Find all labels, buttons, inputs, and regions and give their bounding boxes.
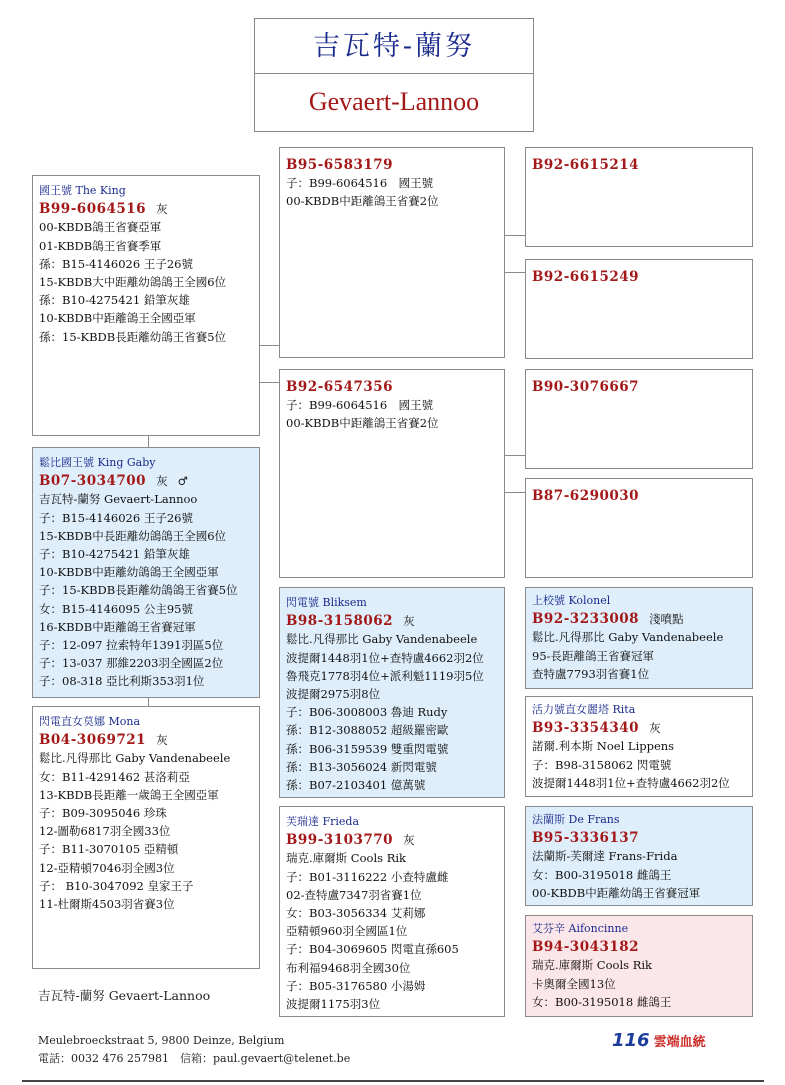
pigeon-name: 活力號直女麗塔 Rita bbox=[532, 703, 636, 716]
info-line: 波提爾1448羽1位+查特盧4662羽2位 bbox=[286, 650, 484, 665]
ring-number: B95-3336137 bbox=[532, 830, 640, 847]
connector-line bbox=[148, 435, 149, 447]
pigeon-name: 國王號 The King bbox=[39, 184, 126, 197]
info-line: 子：B04-3069605 閃電直孫605 bbox=[286, 942, 459, 957]
info-line: 子：15-KBDB長距離幼鴿鴿王省賽5位 bbox=[39, 583, 238, 598]
pigeon-name: 艾芬辛 Aifoncinne bbox=[532, 922, 629, 935]
info-line: 子：B99-6064516 國王號 bbox=[286, 176, 434, 191]
info-line: 12-亞精頓7046羽全國3位 bbox=[39, 860, 175, 875]
info-line: 子：B11-3070105 亞精頓 bbox=[39, 842, 179, 857]
info-line: 00-KBDB中距離幼鴿王省賽冠軍 bbox=[532, 885, 701, 900]
ring-number: B95-6583179 bbox=[286, 157, 394, 173]
info-line: 子：B98-3158062 閃電號 bbox=[532, 757, 672, 772]
dam-sire-card bbox=[279, 587, 505, 798]
info-line: 12-圖勒6817羽全國33位 bbox=[39, 824, 171, 839]
info-line: 布利福9468羽全國30位 bbox=[286, 960, 411, 975]
pigeon-color: 灰 bbox=[403, 614, 415, 629]
ancestor-card bbox=[525, 259, 753, 359]
ring-number: B99-3103770 灰 bbox=[286, 832, 415, 849]
ring-number: B87-6290030 bbox=[532, 488, 640, 504]
info-line: 卡奧爾全國13位 bbox=[532, 976, 616, 991]
ring-number: B92-6615249 bbox=[532, 269, 640, 285]
info-line: 95-長距離鴿王省賽冠軍 bbox=[532, 648, 655, 663]
info-line: 10-KBDB中距離幼鴿鴿王全國亞軍 bbox=[39, 565, 219, 580]
ring-number: B92-3233008 淺噴點 bbox=[532, 611, 684, 628]
connector-line bbox=[504, 272, 525, 273]
pigeon-color: 灰 bbox=[156, 733, 168, 748]
ring-number: B98-3158062 灰 bbox=[286, 613, 415, 630]
info-line: 子：12-097 拉索特年1391羽區5位 bbox=[39, 638, 224, 653]
ancestor-card bbox=[525, 587, 753, 689]
info-line: 女：B00-3195018 雌鴿王 bbox=[532, 994, 672, 1009]
logo-text: 雲端血統 bbox=[653, 1035, 706, 1050]
info-line: 15-KBDB中長距離幼鴿鴿王全國6位 bbox=[39, 528, 227, 543]
sire-dam-card bbox=[279, 369, 505, 578]
info-line: 孫：B10-4275421 鉛筆灰雄 bbox=[39, 293, 190, 308]
pigeon-color: 灰 bbox=[156, 202, 168, 217]
sire-sire-card bbox=[279, 147, 505, 358]
info-line: 孫：15-KBDB長距離幼鴿王省賽5位 bbox=[39, 329, 227, 344]
connector-line bbox=[504, 455, 525, 456]
info-line: 鬆比.凡得那比 Gaby Vandenabeele bbox=[532, 630, 724, 645]
info-line: 16-KBDB中距離鴿王省賽冠軍 bbox=[39, 619, 196, 634]
ring-number: B92-6615214 bbox=[532, 157, 640, 173]
pigeon-name: 閃電號 Bliksem bbox=[286, 596, 367, 609]
dam-card bbox=[32, 706, 260, 969]
logo-number: 116 bbox=[612, 1030, 650, 1051]
info-line: 瑞克.庫爾斯 Cools Rik bbox=[532, 958, 652, 973]
info-line: 10-KBDB中距離鴿王全國亞軍 bbox=[39, 311, 196, 326]
connector-line bbox=[148, 697, 149, 706]
info-line: 鬆比.凡得那比 Gaby Vandenabeele bbox=[39, 751, 231, 766]
ring-number: B99-6064516 灰 bbox=[39, 201, 168, 218]
info-line: 波提爾1448羽1位+查特盧4662羽2位 bbox=[532, 775, 730, 790]
ancestor-card bbox=[525, 147, 753, 247]
info-line: 女：B11-4291462 甚洛莉亞 bbox=[39, 769, 190, 784]
pigeon-color: 灰 bbox=[403, 833, 415, 848]
ancestor-card bbox=[525, 369, 753, 469]
info-line: 子：13-037 那維2203羽全國區2位 bbox=[39, 656, 224, 671]
info-line: 女：B15-4146095 公主95號 bbox=[39, 601, 193, 616]
pigeon-name: 鬆比國王號 King Gaby bbox=[39, 456, 156, 469]
info-line: 諾爾.利本斯 Noel Lippens bbox=[532, 739, 675, 754]
ancestor-card bbox=[525, 915, 753, 1017]
connector-line bbox=[504, 235, 525, 236]
ring-number: B90-3076667 bbox=[532, 379, 640, 395]
info-line: 01-KBDB鴿王省賽季軍 bbox=[39, 238, 162, 253]
info-line: 波提爾2975羽8位 bbox=[286, 687, 381, 702]
address: Meulebroeckstraat 5, 9800 Deinze, Belgium bbox=[38, 1034, 285, 1047]
ring-number: B94-3043182 bbox=[532, 939, 640, 956]
phone-email: 電話：0032 476 257981 信箱：paul.gevaert@telenet.be bbox=[38, 1052, 351, 1065]
pigeon-name: 法蘭斯 De Frans bbox=[532, 813, 620, 826]
title-chinese: 吉瓦特-蘭努 bbox=[255, 19, 533, 74]
info-line: 11-杜爾斯4503羽省賽3位 bbox=[39, 897, 175, 912]
info-line: 02-查特盧7347羽省賽1位 bbox=[286, 887, 422, 902]
dam-dam-card bbox=[279, 806, 505, 1017]
info-line: 15-KBDB大中距離幼鴿鴿王全國6位 bbox=[39, 275, 227, 290]
info-line: 子：B09-3095046 珍珠 bbox=[39, 806, 167, 821]
info-line: 波提爾1175羽3位 bbox=[286, 997, 381, 1012]
ancestor-card bbox=[525, 696, 753, 797]
info-line: 子：B05-3176580 小湯姆 bbox=[286, 978, 426, 993]
pigeon-name: 上校號 Kolonel bbox=[532, 594, 611, 607]
info-line: 查特盧7793羽省賽1位 bbox=[532, 666, 650, 681]
info-line: 孫：B06-3159539 雙重閃電號 bbox=[286, 741, 449, 756]
site-logo[interactable] bbox=[612, 1030, 730, 1052]
breeder-name: 吉瓦特-蘭努 Gevaert-Lannoo bbox=[38, 988, 211, 1003]
ring-number: B92-6547356 bbox=[286, 379, 394, 395]
ring-number: B07-3034700 灰 ♂ bbox=[39, 473, 188, 490]
info-line: 魯飛克1778羽4位+派利魁1119羽5位 bbox=[286, 668, 484, 683]
info-line: 子：B06-3008003 魯迪 Rudy bbox=[286, 705, 448, 720]
info-line: 13-KBDB長距離一歲鴿王全國亞軍 bbox=[39, 787, 219, 802]
contact-info bbox=[38, 1032, 350, 1068]
connector-line bbox=[259, 382, 280, 383]
info-line: 瑞克.庫爾斯 Cools Rik bbox=[286, 851, 406, 866]
connector-line bbox=[259, 345, 280, 346]
info-line: 子： B10-3047092 皇家王子 bbox=[39, 878, 194, 893]
info-line: 子：B15-4146026 王子26號 bbox=[39, 510, 193, 525]
bottom-divider bbox=[22, 1080, 764, 1082]
pigeon-color: 灰 bbox=[649, 721, 661, 736]
info-line: 法蘭斯-芙爾達 Frans-Frida bbox=[532, 849, 678, 864]
info-line: 子：B10-4275421 鉛筆灰雄 bbox=[39, 547, 190, 562]
pigeon-color: 淺噴點 bbox=[649, 612, 684, 627]
info-line: 孫：B12-3088052 超級羅密歐 bbox=[286, 723, 449, 738]
title-english: Gevaert-Lannoo bbox=[308, 87, 480, 116]
pigeon-name: 閃電直女莫娜 Mona bbox=[39, 715, 141, 728]
info-line: 孫：B07-2103401 億萬號 bbox=[286, 778, 426, 793]
info-line: 子：08-318 亞比利斯353羽1位 bbox=[39, 674, 205, 689]
info-line: 女：B00-3195018 雌鴿王 bbox=[532, 867, 672, 882]
info-line: 00-KBDB中距離鴿王省賽2位 bbox=[286, 416, 439, 431]
info-line: 子：B01-3116222 小查特盧雌 bbox=[286, 869, 449, 884]
connector-line bbox=[504, 492, 525, 493]
info-line: 00-KBDB中距離鴿王省賽2位 bbox=[286, 194, 439, 209]
ring-number: B93-3354340 灰 bbox=[532, 720, 661, 737]
info-line: 孫：B13-3056024 新閃電號 bbox=[286, 759, 437, 774]
pigeon-color: 灰 bbox=[156, 474, 168, 489]
info-line: 亞精頓960羽全國區1位 bbox=[286, 924, 408, 939]
info-line: 吉瓦特-蘭努 Gevaert-Lannoo bbox=[39, 492, 198, 507]
info-line: 女：B03-3056334 艾莉娜 bbox=[286, 906, 426, 921]
info-line: 鬆比.凡得那比 Gaby Vandenabeele bbox=[286, 632, 478, 647]
info-line: 00-KBDB鴿王省賽亞軍 bbox=[39, 220, 162, 235]
sire-card bbox=[32, 447, 260, 698]
info-line: 孫：B15-4146026 王子26號 bbox=[39, 256, 193, 271]
info-line: 子：B99-6064516 國王號 bbox=[286, 398, 434, 413]
pigeon-name: 芙瑞達 Frieda bbox=[286, 815, 360, 828]
ancestor-card bbox=[525, 478, 753, 578]
ring-number: B04-3069721 灰 bbox=[39, 732, 168, 749]
ancestor-card bbox=[525, 806, 753, 906]
subject-pigeon-card bbox=[32, 175, 260, 436]
pedigree-title bbox=[254, 18, 534, 132]
male-symbol-icon: ♂ bbox=[177, 474, 188, 489]
